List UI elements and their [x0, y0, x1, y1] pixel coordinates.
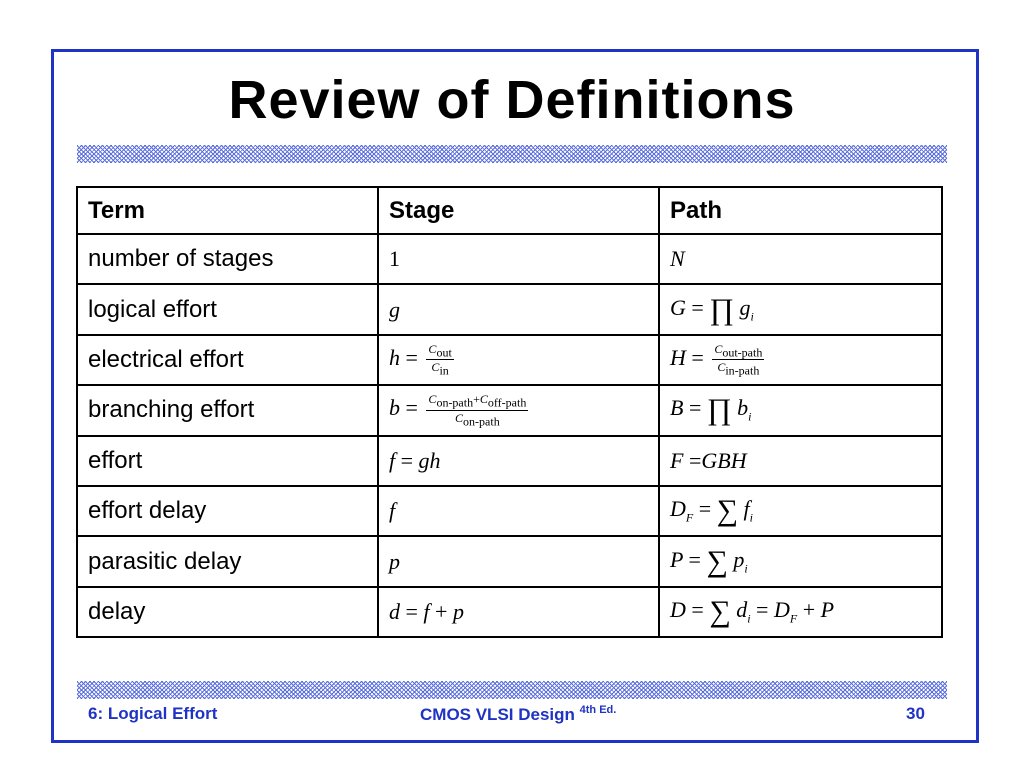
footer-course-title — [420, 704, 616, 725]
term-cell: parasitic delay — [77, 536, 378, 586]
footer-edition: 4th Ed. — [579, 704, 617, 716]
table-row — [77, 536, 942, 586]
stage-formula: f — [378, 486, 659, 536]
path-formula: F =GBH — [659, 436, 942, 486]
term-cell: electrical effort — [77, 335, 378, 385]
path-formula: $D_F$ = ∑ $f_i$ — [659, 486, 942, 536]
footer-page-number: 30 — [906, 704, 925, 723]
term-cell: logical effort — [77, 284, 378, 334]
header-term: Term — [77, 187, 378, 234]
decorative-band-bottom — [77, 681, 947, 699]
table-header-row — [77, 187, 942, 234]
table-row — [77, 385, 942, 435]
term-cell: branching effort — [77, 385, 378, 435]
stage-formula: b = $\frac{C_{on-path}+C_{off-path}}{C_{on-path}}$ — [378, 385, 659, 435]
footer-section-label: 6: Logical Effort — [88, 704, 218, 723]
path-formula: D = ∑ $d_i = D_F + P$ — [659, 587, 942, 637]
table-row — [77, 486, 942, 536]
stage-formula: d = f + p — [378, 587, 659, 637]
header-path: Path — [659, 187, 942, 234]
footer-course-name: CMOS VLSI Design — [420, 705, 575, 724]
path-formula: P = ∑ $p_i$ — [659, 536, 942, 586]
stage-formula: f = gh — [378, 436, 659, 486]
path-formula: B = ∏ $b_i$ — [659, 385, 942, 435]
definitions-table — [76, 186, 943, 638]
term-cell: effort — [77, 436, 378, 486]
stage-formula: g — [378, 284, 659, 334]
table-row — [77, 436, 942, 486]
stage-formula: h = $\frac{C_{out}}{C_{in}}$ — [378, 335, 659, 385]
term-cell: number of stages — [77, 234, 378, 284]
table-row — [77, 234, 942, 284]
path-formula: H = $\frac{C_{out-path}}{C_{in-path}}$ — [659, 335, 942, 385]
table-row — [77, 335, 942, 385]
table-row — [77, 284, 942, 334]
term-cell: delay — [77, 587, 378, 637]
path-formula: G = ∏ $g_i$ — [659, 284, 942, 334]
term-cell: effort delay — [77, 486, 378, 536]
table-row — [77, 587, 942, 637]
stage-formula: p — [378, 536, 659, 586]
decorative-band-top — [77, 145, 947, 163]
stage-formula: 1 — [378, 234, 659, 284]
header-stage: Stage — [378, 187, 659, 234]
slide-title: Review of Definitions — [228, 70, 796, 130]
path-formula: N — [659, 234, 942, 284]
